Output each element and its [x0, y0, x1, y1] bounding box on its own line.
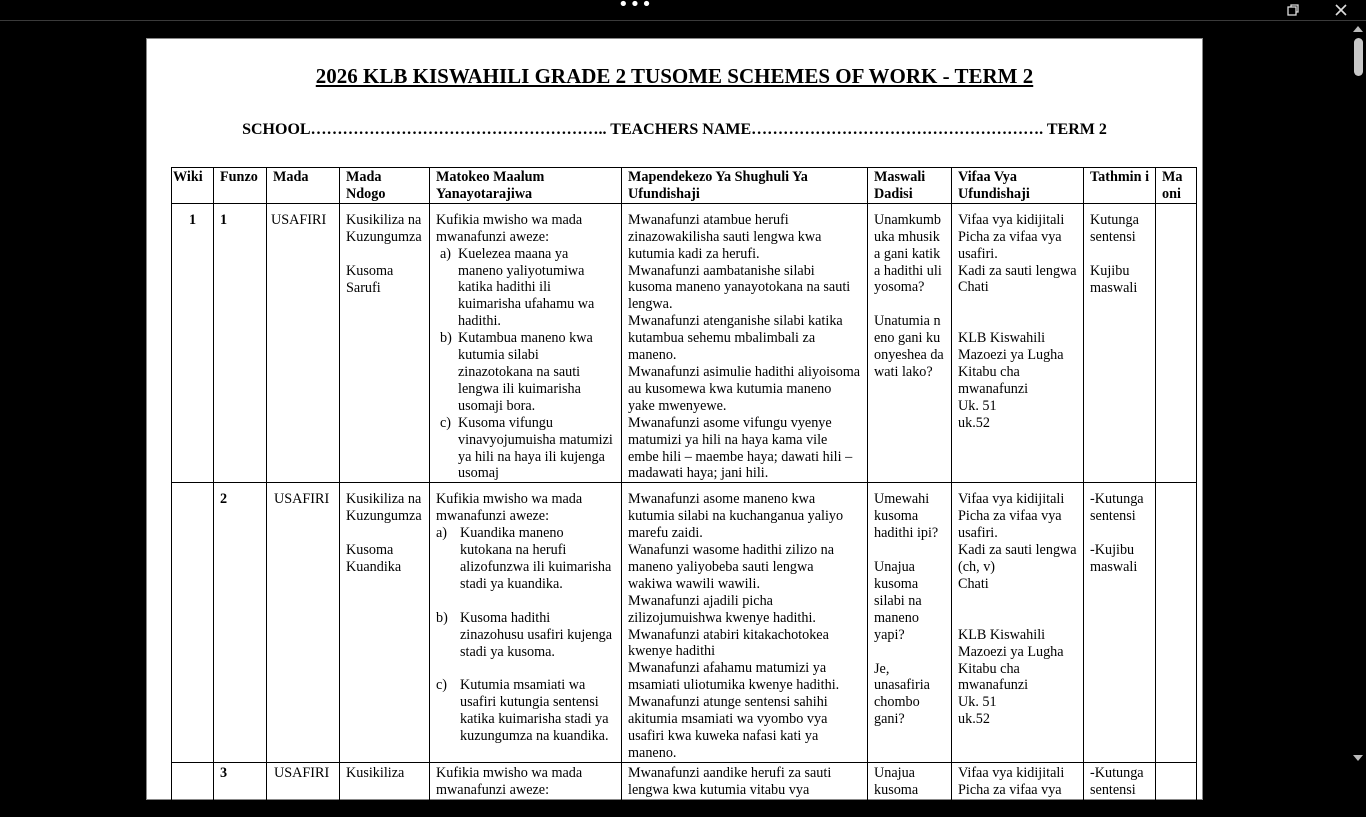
vertical-scrollbar[interactable] — [1350, 21, 1366, 768]
cell-vifaa — [952, 483, 1084, 763]
header-vifaa: Vifaa Vya Ufundishaji — [952, 168, 1084, 204]
cell-maoni — [1156, 203, 1197, 483]
cell-wiki — [172, 762, 214, 816]
cell-maswali — [868, 483, 952, 763]
cell-maswali — [868, 203, 952, 483]
matokeo-list — [436, 525, 615, 745]
tathmini-line: -Kujibu maswali — [1090, 542, 1138, 576]
vifaa-line: Picha za vifaa vya usafiri. — [958, 508, 1062, 542]
header-mada: Mada — [267, 168, 340, 204]
mada-ndogo-line: Kusoma Sarufi — [346, 262, 394, 296]
shughuli-line: Wanafunzi wasome hadithi zilizo na maneno yaliyobeba sauti lengwa wakiwa wawili wawili. — [628, 542, 835, 592]
list-item: c) Kutumia msamiati wa usafiri kutungia sentensi katika kuimarisha stadi ya kuzungumza na kuandika. — [436, 677, 609, 745]
cell-mada: USAFIRI — [267, 483, 340, 763]
scroll-down-icon[interactable] — [1353, 755, 1363, 761]
cell-matokeo: Kufikia mwisho wa mada mwanafunzi aweze: — [430, 762, 622, 816]
cell-shughuli: Mwanafunzi aandike herufi za sauti lengwa kwa kutumia vitabu vya — [622, 762, 868, 816]
cell-wiki — [172, 483, 214, 763]
header-shughuli: Mapendekezo Ya Shughuli Ya Ufundishaji — [622, 168, 868, 204]
window-titlebar — [0, 0, 1366, 21]
cell-mada-ndogo — [340, 203, 430, 483]
mada-ndogo-line: Kusoma Kuandika — [346, 542, 402, 576]
vifaa-line: KLB Kiswahili Mazoezi ya Lugha Kitabu cha mwanafunzi — [958, 330, 1064, 398]
tathmini-line: -Kutunga sentensi — [1090, 491, 1144, 525]
header-mada-ndogo: Mada Ndogo — [340, 168, 430, 204]
shughuli-line: Mwanafunzi asome maneno kwa kutumia silabi na kuchanganua yaliyo marefu zaidi. — [628, 491, 844, 542]
vifaa-line: uk.52 — [958, 711, 990, 728]
vifaa-line: Picha za vifaa vya usafiri. — [958, 228, 1062, 262]
shughuli-line: Mwanafunzi asimulie hadithi aliyoisoma au kusomewa kwa kutumia maneno yake mwenyewe. — [628, 363, 861, 414]
vifaa-line: Vifaa vya kidijitali — [958, 491, 1065, 508]
vifaa-line: Uk. 51 — [958, 397, 997, 414]
scrollbar-thumb[interactable] — [1354, 38, 1363, 76]
cell-vifaa — [952, 203, 1084, 483]
cell-mada: USAFIRI — [267, 203, 340, 483]
list-item: b) Kutambua maneno kwa kutumia silabi zinazotokana na sauti lengwa ili kuimarisha usomaji bora. — [440, 330, 593, 414]
tathmini-line: Kutunga sentensi — [1090, 211, 1139, 245]
shughuli-line: Mwanafunzi afahamu matumizi ya msamiati uliotumika kwenye hadithi. — [628, 660, 840, 694]
cell-maswali: Unajua kusoma silabi — [868, 762, 952, 816]
shughuli-line: Mwanafunzi asome vifungu vyenye matumizi ya hili na haya kama vile embe hili – maembe haya; dawati hili – madawati haya; jani hili. — [628, 414, 853, 482]
tathmini-line: Kujibu maswali — [1090, 262, 1138, 296]
table-row — [172, 483, 1197, 763]
document-page — [146, 38, 1203, 815]
cell-funzo: 3 — [214, 762, 267, 816]
school-teacher-line: SCHOOL……………………………………………….. TEACHERS NAME………………………………………………. TERM 2 — [242, 121, 1107, 138]
cell-tathmini — [1084, 203, 1156, 483]
vifaa-line: Kadi za sauti lengwa (ch, v) — [958, 542, 1077, 575]
list-item: b) Kusoma hadithi zinazohusu usafiri kujenga stadi ya kusoma. — [436, 609, 613, 660]
list-item: a) Kuandika maneno kutokana na herufi alizofunzwa ili kuimarisha stadi ya kuandika. — [436, 525, 612, 592]
more-options-icon[interactable]: ••• — [618, 0, 653, 15]
restore-icon[interactable] — [1285, 2, 1301, 18]
cell-matokeo — [430, 483, 622, 763]
close-icon[interactable] — [1333, 2, 1349, 18]
cell-tathmini — [1084, 483, 1156, 763]
maswali-line: Unatumia neno gani kuonyeshea dawati lako? — [874, 313, 944, 381]
vifaa-line: KLB Kiswahili Mazoezi ya Lugha Kitabu cha mwanafunzi — [958, 626, 1064, 694]
shughuli-line: Mwanafunzi atambue herufi zinazowakilisha sauti lengwa kwa kutumia kadi za herufi. — [628, 211, 822, 262]
maswali-line: Je, unasafiria chombo gani? — [874, 660, 930, 728]
table-header-row — [172, 168, 1197, 204]
matokeo-intro: Kufikia mwisho wa mada mwanafunzi aweze: — [436, 491, 583, 525]
maswali-line: Umewahi kusoma hadithi ipi? — [874, 491, 939, 542]
vifaa-line: Kadi za sauti lengwa — [958, 262, 1077, 279]
maswali-line: Unajua kusoma silabi na maneno yapi? — [874, 559, 922, 643]
list-item: a) Kuelezea maana ya maneno yaliyotumiwa katika hadithi ili kuimarisha ufahamu wa hadithi. — [440, 245, 595, 330]
header-maswali: Maswali Dadisi — [868, 168, 952, 204]
shughuli-line: Mwanafunzi aambatanishe silabi kusoma maneno yanayotokana na sauti lengwa. — [628, 262, 851, 313]
document-viewer[interactable] — [0, 21, 1350, 815]
table-row — [172, 762, 1197, 816]
document-title: 2026 KLB KISWAHILI GRADE 2 TUSOME SCHEMES OF WORK - TERM 2 — [315, 64, 1034, 88]
shughuli-line: Mwanafunzi atunge sentensi sahihi akitumia msamiati wa vyombo vya usafiri kwa kuweka nafasi kati ya maneno. — [628, 694, 828, 761]
cell-maoni — [1156, 483, 1197, 763]
cell-funzo: 2 — [214, 483, 267, 763]
cell-vifaa: Vifaa vya kidijitali Picha za vifaa vya usafiri. — [952, 762, 1084, 816]
cell-mada-ndogo: Kusikiliza — [340, 762, 430, 816]
mada-ndogo-line: Kusikiliza na Kuzungumza — [346, 491, 422, 525]
cell-tathmini: -Kutunga sentensi — [1084, 762, 1156, 816]
mada-ndogo-line: Kusikiliza na Kuzungumza — [346, 211, 422, 245]
shughuli-line: Mwanafunzi atenganishe silabi katika kutambua sehemu mbalimbali za maneno. — [628, 313, 843, 364]
maswali-line: Unamkumbuka mhusika gani katika hadithi uliyosoma? — [874, 211, 942, 296]
vifaa-line: Vifaa vya kidijitali — [958, 211, 1065, 228]
shughuli-line: Mwanafunzi ajadili picha zilizojumuishwa kwenye hadithi. — [628, 592, 816, 626]
vifaa-line: Chati — [958, 575, 989, 592]
schemes-table — [171, 167, 1197, 817]
cell-shughuli — [622, 203, 868, 483]
cell-wiki: 1 — [172, 203, 214, 483]
cell-maoni — [1156, 762, 1197, 816]
header-tathmini: Tathmin i — [1084, 168, 1156, 204]
vifaa-line: Chati — [958, 279, 989, 296]
matokeo-intro: Kufikia mwisho wa mada mwanafunzi aweze: — [436, 211, 583, 245]
header-wiki: Wiki — [172, 168, 214, 204]
header-matokeo: Matokeo Maalum Yanayotarajiwa — [430, 168, 622, 204]
scroll-up-icon[interactable] — [1353, 26, 1363, 32]
cell-matokeo — [430, 203, 622, 483]
cell-funzo: 1 — [214, 203, 267, 483]
header-funzo: Funzo — [214, 168, 267, 204]
cell-mada: USAFIRI — [267, 762, 340, 816]
cell-shughuli — [622, 483, 868, 763]
vifaa-line: Uk. 51 — [958, 694, 997, 711]
header-maoni: Ma oni — [1156, 168, 1197, 204]
list-item: c) Kusoma vifungu vinavyojumuisha matumizi ya hili na haya ili kujenga usomaj — [440, 414, 613, 482]
matokeo-list — [436, 246, 615, 483]
vifaa-line: uk.52 — [958, 414, 990, 431]
shughuli-line: Mwanafunzi atabiri kitakachotokea kwenye hadithi — [628, 626, 829, 660]
cell-mada-ndogo — [340, 483, 430, 763]
table-row — [172, 203, 1197, 483]
